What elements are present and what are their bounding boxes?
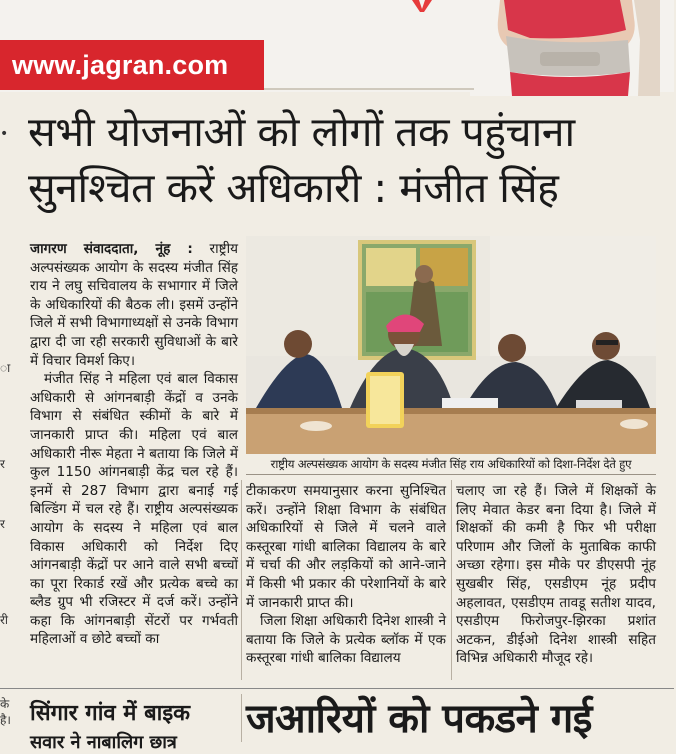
paragraph: चलाए जा रहे हैं। जिले में शिक्षकों के लिए मेवात केडर बना दिया है। जिले में शिक्षकों की कमी है फिर भी परीक्षा परिणाम और जिलों के मुताबिक काफी अच्छा रहेगा। इस मौके पर डीएसपी नूंह सुखबीर सिंह, एसडीएम नूंह प्रदीप अहलावत, एसडीएम तावडू सतीश यादव, एसडीएम फिरोजपुर-झिरका प्रशांत अटकन, डीईओ दिनेश शास्त्री सहित विभिन्न अधिकारी मौजूद रहे। xyxy=(456,483,656,667)
photo-caption: राष्ट्रीय अल्पसंख्यक आयोग के सदस्य मंजीत सिंह राय अधिकारियों को दिशा-निर्देश देते हुए xyxy=(270,457,632,471)
paragraph: मंजीत सिंह ने महिला एवं बाल विकास अधिकारी से आंगनबाड़ी केंद्रों व उनके विभाग से संबंधित स्कीमों के बारे में जानकारी प्राप्त की। महिला एवं बाल अधिकारी नीरू मेहता ने बताया कि जिले में कुल 1150 आंगनबाड़ी केंद्र चल रहे हैं। इनमें से 287 विभाग द्वारा बनाई गई बिल्डिंग में चल रहे हैं। राष्ट्रीय अल्पसंख्यक आयोग के सदस्य ने महिला एवं बाल विकास अधिकारी को निर्देश दिए आंगनबाड़ी केंद्रों पर आने वाले सभी बच्चों का पूरा रिकार्ड रखें और प्रत्येक बच्चे का ब्लैड ग्रुप भी रजिस्टर में दर्ज करें। उन्होंने कहा कि आंगनबाड़ी सेंटरों पर गर्भवती महिलाओं व छोटे बच्चों का xyxy=(30,371,238,648)
headline-line-2: सुनश्चित करें अधिकारी : मंजीत सिंह xyxy=(28,164,559,212)
dateline: जागरण संवाददाता, नूंह : xyxy=(30,241,193,257)
column-divider xyxy=(241,694,242,742)
article-headline xyxy=(28,104,668,216)
headline-line-1: सभी योजनाओं को लोगों तक पहुंचाना xyxy=(28,108,575,156)
red-graphic-fragment xyxy=(412,0,432,12)
paragraph: जागरण संवाददाता, नूंह : राष्ट्रीय अल्पसंख्यक आयोग के सदस्य मंजीत सिंह राय ने लघु सचिवालय के सभागार में जिले के अधिकारियों की बैठक ली। इसमें उन्होंने जिले में सभी विभागाध्यक्षों से उनके विभाग द्वारा दी जा रही सरकारी सुविधाओं के बारे में विचार विमर्श किए। xyxy=(30,241,238,369)
advertisement-photo xyxy=(470,0,660,96)
adjacent-column-fragment: री xyxy=(0,613,9,627)
article-column-1 xyxy=(30,240,238,649)
caption-rule xyxy=(246,474,656,475)
article-column-2 xyxy=(246,482,446,668)
section-divider xyxy=(0,688,674,689)
secondary-headline: सिंगार गांव में बाइक xyxy=(30,701,191,726)
column-divider xyxy=(451,480,452,680)
bullet-mark: • xyxy=(0,126,9,142)
column-divider xyxy=(241,480,242,680)
next-article-headline: जआरियों को पकडने गई xyxy=(246,696,592,742)
adjacent-column-fragment: है। xyxy=(0,713,11,727)
paragraph: टीकाकरण समयानुसार करना सुनिश्चित करें। उन्होंने शिक्षा विभाग के संबंधित अधिकारियों से जिले में चलने वाले कस्तूरबा गांधी बालिका विद्यालय के बारे में चर्चा की और लड़कियों को आने-जाने में किसी भी प्रकार की परेशानियों के बारे में जानकारी प्राप्त की। xyxy=(246,483,446,611)
adjacent-column-fragment: के xyxy=(0,697,10,711)
article-column-3 xyxy=(456,482,656,668)
paragraph: जिला शिक्षा अधिकारी दिनेश शास्त्री ने बताया कि जिले के प्रत्येक ब्लॉक में एक कस्तूरबा गांधी बालिका विद्यालय xyxy=(246,613,446,667)
adjacent-column-fragment: र xyxy=(0,517,5,531)
adjacent-column-fragment: र xyxy=(0,457,5,471)
article-photo xyxy=(246,236,656,454)
secondary-headline-line-2: सवार ने नाबालिग छात्र xyxy=(30,732,177,753)
website-url-banner: www.jagran.com xyxy=(0,40,264,90)
banner-rule xyxy=(264,88,474,90)
adjacent-column-fragment: ा xyxy=(0,361,11,375)
